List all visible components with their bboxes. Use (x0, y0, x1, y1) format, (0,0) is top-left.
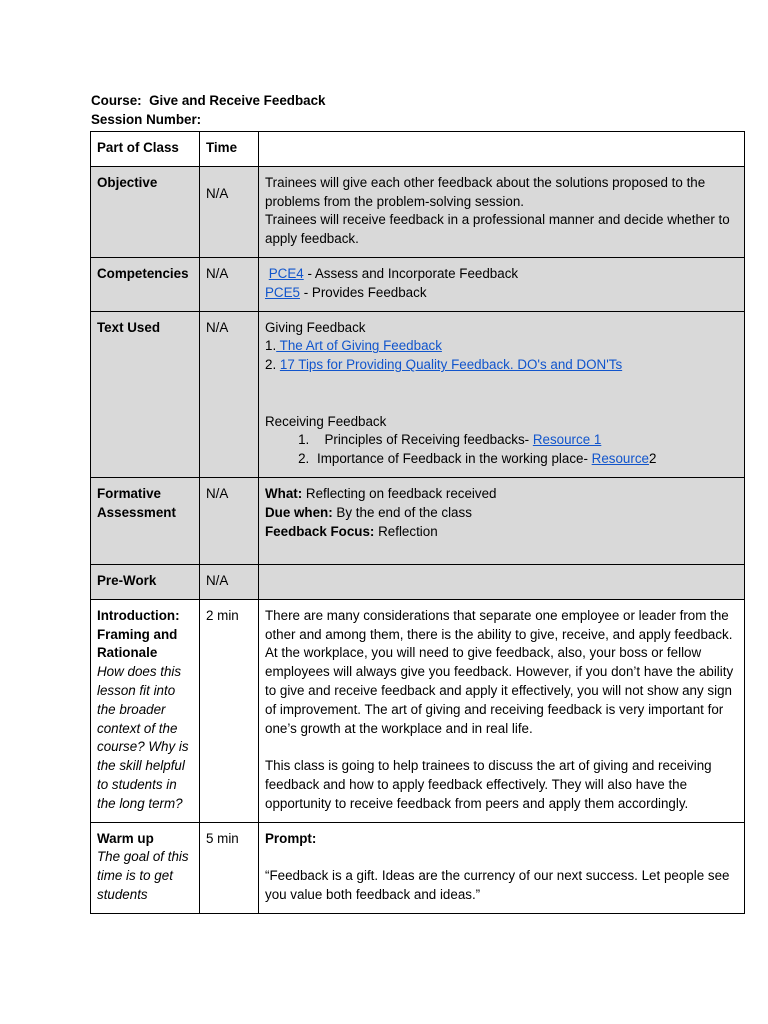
due-label: Due when: (265, 504, 333, 520)
competency-item (265, 265, 738, 284)
pre-work-time: N/A (200, 564, 259, 599)
receiving-feedback-title: Receiving Feedback (265, 413, 387, 429)
table-header-row (91, 132, 745, 167)
lesson-plan-table (90, 131, 745, 914)
text-used-label: Text Used (91, 311, 200, 477)
warm-up-row (91, 822, 745, 913)
introduction-title: Introduction: Framing and Rationale (97, 607, 180, 661)
warm-up-title: Warm up (97, 830, 154, 846)
formative-detail (259, 477, 745, 564)
giving-feedback-title: Giving Feedback (265, 319, 366, 335)
pre-work-row (91, 564, 745, 599)
formative-due (265, 504, 738, 523)
warm-up-label-cell (91, 822, 200, 913)
competencies-detail (259, 257, 745, 311)
giving-item-number: 1. (265, 338, 277, 354)
course-value: Give and Receive Feedback (149, 93, 326, 108)
competency-text: - Provides Feedback (299, 284, 427, 300)
giving-item-number: 2. (265, 357, 280, 373)
pce4-link[interactable]: PCE4 (268, 265, 304, 281)
what-value: Reflecting on feedback received (302, 485, 497, 501)
objective-detail (259, 166, 745, 257)
competencies-label: Competencies (91, 257, 200, 311)
spacer (265, 848, 738, 867)
objective-row (91, 166, 745, 257)
introduction-row (91, 599, 745, 822)
course-label: Course: (91, 93, 142, 108)
pce5-link[interactable]: PCE5 (265, 284, 300, 300)
due-value: By the end of the class (332, 504, 472, 520)
warm-up-note: The goal of this time is to get students (97, 849, 189, 902)
receiving-item-text: Principles of Receiving feedbacks- (317, 432, 533, 448)
header-time: Time (200, 132, 259, 167)
art-of-giving-feedback-link[interactable]: The Art of Giving Feedback (276, 338, 442, 354)
introduction-paragraph-2: This class is going to help trainees to discuss the art of giving and receiving feedback and how to apply feedback effectively. They will also have the opportunity to receive feedback from peers and apply them accordingly. (265, 758, 712, 811)
giving-item (265, 356, 738, 375)
receiving-item-text: Importance of Feedback in the working place- (317, 451, 592, 467)
objective-line-1: Trainees will give each other feedback about the solutions proposed to the problems from the problem-solving session. (265, 174, 706, 209)
pre-work-detail (259, 564, 745, 599)
text-used-row (91, 311, 745, 477)
formative-assessment-label: Formative Assessment (91, 477, 200, 564)
competency-text: - Assess and Incorporate Feedback (303, 265, 519, 281)
text-used-time: N/A (200, 311, 259, 477)
resource-1-link[interactable]: Resource 1 (532, 432, 602, 448)
competency-item (265, 284, 738, 303)
competencies-time: N/A (200, 257, 259, 311)
what-label: What: (265, 485, 303, 501)
objective-time (200, 166, 259, 257)
formative-what (265, 485, 738, 504)
header-detail (259, 132, 745, 167)
formative-focus (265, 523, 738, 542)
warm-up-time: 5 min (200, 822, 259, 913)
focus-value: Reflection (374, 523, 438, 539)
spacer (265, 375, 738, 413)
introduction-note: How does this lesson fit into the broader context of the course? Why is the skill helpful to students in the long term? (97, 664, 189, 811)
receiving-item (313, 431, 738, 450)
spacer (265, 738, 738, 757)
header-part-of-class: Part of Class (91, 132, 200, 167)
receiving-list (265, 431, 738, 469)
objective-time-value: N/A (206, 185, 229, 201)
focus-label: Feedback Focus: (265, 523, 375, 539)
giving-item (265, 337, 738, 356)
formative-assessment-row (91, 477, 745, 564)
competencies-row (91, 257, 745, 311)
prompt-label: Prompt: (265, 830, 317, 846)
quality-feedback-tips-link[interactable]: 17 Tips for Providing Quality Feedback. DO's and DON'Ts (279, 357, 623, 373)
pre-work-label: Pre-Work (91, 564, 200, 599)
resource-suffix: 2 (648, 451, 657, 467)
text-used-detail (259, 311, 745, 477)
warm-up-detail (259, 822, 745, 913)
course-title (91, 92, 325, 111)
receiving-item (313, 450, 738, 469)
objective-label: Objective (91, 166, 200, 257)
prompt-quote: “Feedback is a gift. Ideas are the currency of our next success. Let people see you value both feedback and ideas.” (265, 868, 730, 902)
introduction-detail (259, 599, 745, 822)
resource-2-link[interactable]: Resource (591, 451, 649, 467)
objective-line-2: Trainees will receive feedback in a professional manner and decide whether to apply feedback. (265, 212, 730, 247)
course-header (91, 92, 325, 130)
introduction-paragraph-1: There are many considerations that separate one employee or leader from the other and among them, there is the ability to give, receive, and apply feedback. At the workplace, you will need to give feedback, also, your boss or fellow employees will always give you feedback. However, if you don’t have the ability to give and receive feedback and apply it effectively, you will not show any sign of improvement. The art of giving and receiving feedback is very important for one’s growth at the workplace and in real life. (265, 607, 734, 736)
formative-time: N/A (200, 477, 259, 564)
introduction-time: 2 min (200, 599, 259, 822)
introduction-label-cell (91, 599, 200, 822)
session-number: Session Number: (91, 112, 202, 127)
